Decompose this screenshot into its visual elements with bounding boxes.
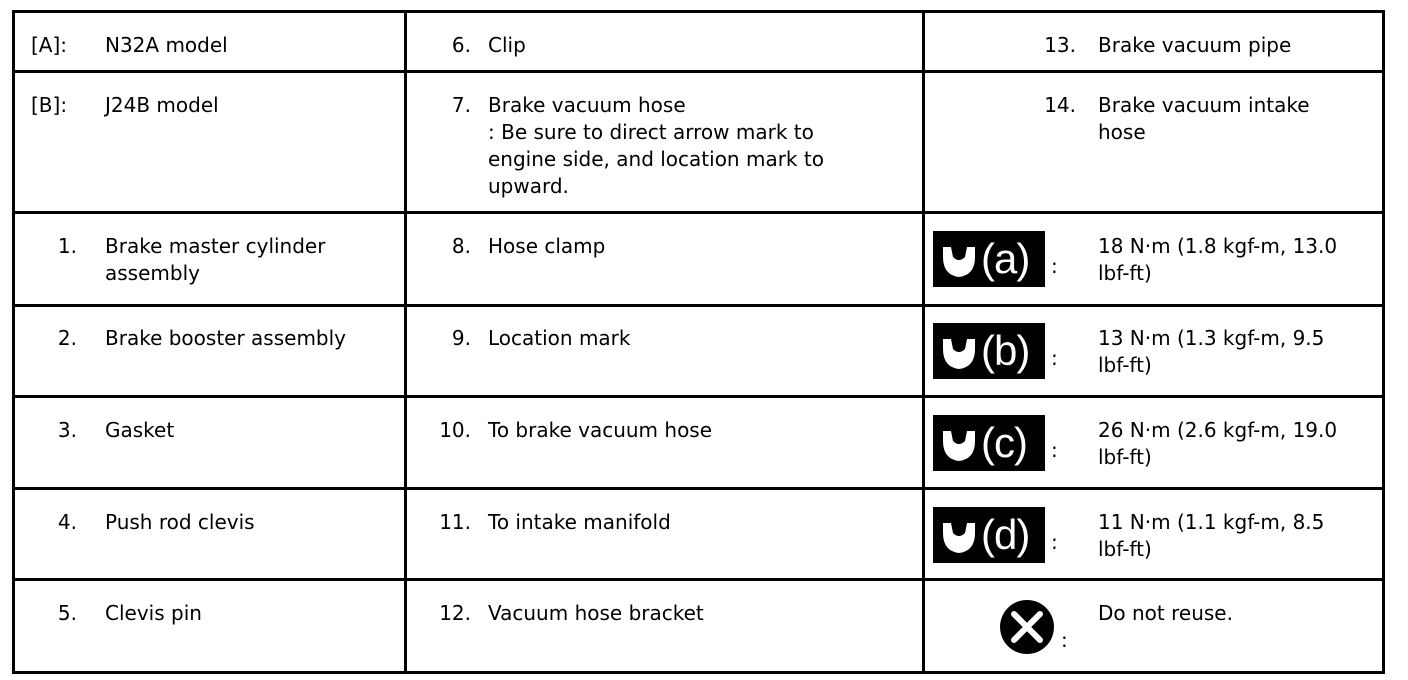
entry-text: J24B model bbox=[105, 93, 219, 117]
entry-number: 13. bbox=[1044, 33, 1076, 57]
entry-number: 1. bbox=[57, 234, 77, 258]
entry-number: [A]: bbox=[31, 33, 68, 57]
torque-wrench-icon bbox=[933, 415, 1045, 471]
torque-colon: : bbox=[1051, 346, 1058, 370]
entry-text: Brake booster assembly bbox=[105, 326, 347, 350]
torque-colon: : bbox=[1051, 254, 1058, 278]
torque-text: 26 N·m (2.6 kgf-m, 19.0 lbf-ft) bbox=[1098, 418, 1338, 469]
entry-number: 4. bbox=[57, 510, 77, 534]
entry-number: [B]: bbox=[31, 93, 68, 117]
entry-text: Clevis pin bbox=[105, 601, 202, 625]
entry-number: 14. bbox=[1044, 93, 1076, 117]
entry-number: 5. bbox=[57, 601, 77, 625]
torque-letter: (a) bbox=[981, 235, 1030, 282]
entry-text: Brake vacuum intake hose bbox=[1098, 93, 1310, 144]
torque-colon: : bbox=[1051, 438, 1058, 462]
row-divider bbox=[15, 211, 1382, 214]
entry-text: Clip bbox=[488, 33, 526, 57]
torque-text: 11 N·m (1.1 kgf-m, 8.5 lbf-ft) bbox=[1098, 510, 1325, 561]
row-divider bbox=[15, 395, 1382, 398]
entry-text: Gasket bbox=[105, 418, 175, 442]
entry-text: Push rod clevis bbox=[105, 510, 255, 534]
entry-number: 10. bbox=[439, 418, 471, 442]
torque-wrench-icon bbox=[933, 507, 1045, 563]
row-divider bbox=[15, 304, 1382, 307]
torque-wrench-icon bbox=[933, 231, 1045, 287]
entry-text: Location mark bbox=[488, 326, 631, 350]
entry-text: Vacuum hose bracket bbox=[488, 601, 704, 625]
entry-text: Brake master cylinder assembly bbox=[105, 234, 326, 285]
column-divider bbox=[404, 13, 407, 671]
row-divider bbox=[15, 487, 1382, 490]
entry-text: Brake vacuum pipe bbox=[1098, 33, 1292, 57]
torque-letter: (c) bbox=[981, 419, 1027, 466]
entry-text: To brake vacuum hose bbox=[488, 418, 713, 442]
row-divider bbox=[15, 578, 1382, 581]
entry-text: N32A model bbox=[105, 33, 228, 57]
entry-text: Brake vacuum hose : Be sure to direct arrow mark to engine side, and location mark to upward. bbox=[488, 93, 824, 198]
entry-number: 2. bbox=[57, 326, 77, 350]
torque-letter: (b) bbox=[981, 327, 1030, 374]
torque-letter: (d) bbox=[981, 511, 1030, 558]
torque-text: 18 N·m (1.8 kgf-m, 13.0 lbf-ft) bbox=[1098, 234, 1338, 285]
entry-number: 8. bbox=[451, 234, 471, 258]
entry-text: To intake manifold bbox=[488, 510, 671, 534]
legend-table bbox=[12, 10, 1385, 674]
row-divider bbox=[15, 70, 1382, 73]
do-not-reuse-icon bbox=[999, 599, 1055, 655]
entry-text: Hose clamp bbox=[488, 234, 606, 258]
entry-number: 12. bbox=[439, 601, 471, 625]
entry-number: 3. bbox=[57, 418, 77, 442]
noreuse-text: Do not reuse. bbox=[1098, 601, 1233, 625]
noreuse-colon: : bbox=[1061, 628, 1068, 652]
entry-number: 6. bbox=[451, 33, 471, 57]
entry-number: 9. bbox=[451, 326, 471, 350]
torque-text: 13 N·m (1.3 kgf-m, 9.5 lbf-ft) bbox=[1098, 326, 1325, 377]
torque-wrench-icon bbox=[933, 323, 1045, 379]
column-divider bbox=[922, 13, 925, 671]
torque-colon: : bbox=[1051, 530, 1058, 554]
entry-number: 7. bbox=[451, 93, 471, 117]
entry-number: 11. bbox=[439, 510, 471, 534]
